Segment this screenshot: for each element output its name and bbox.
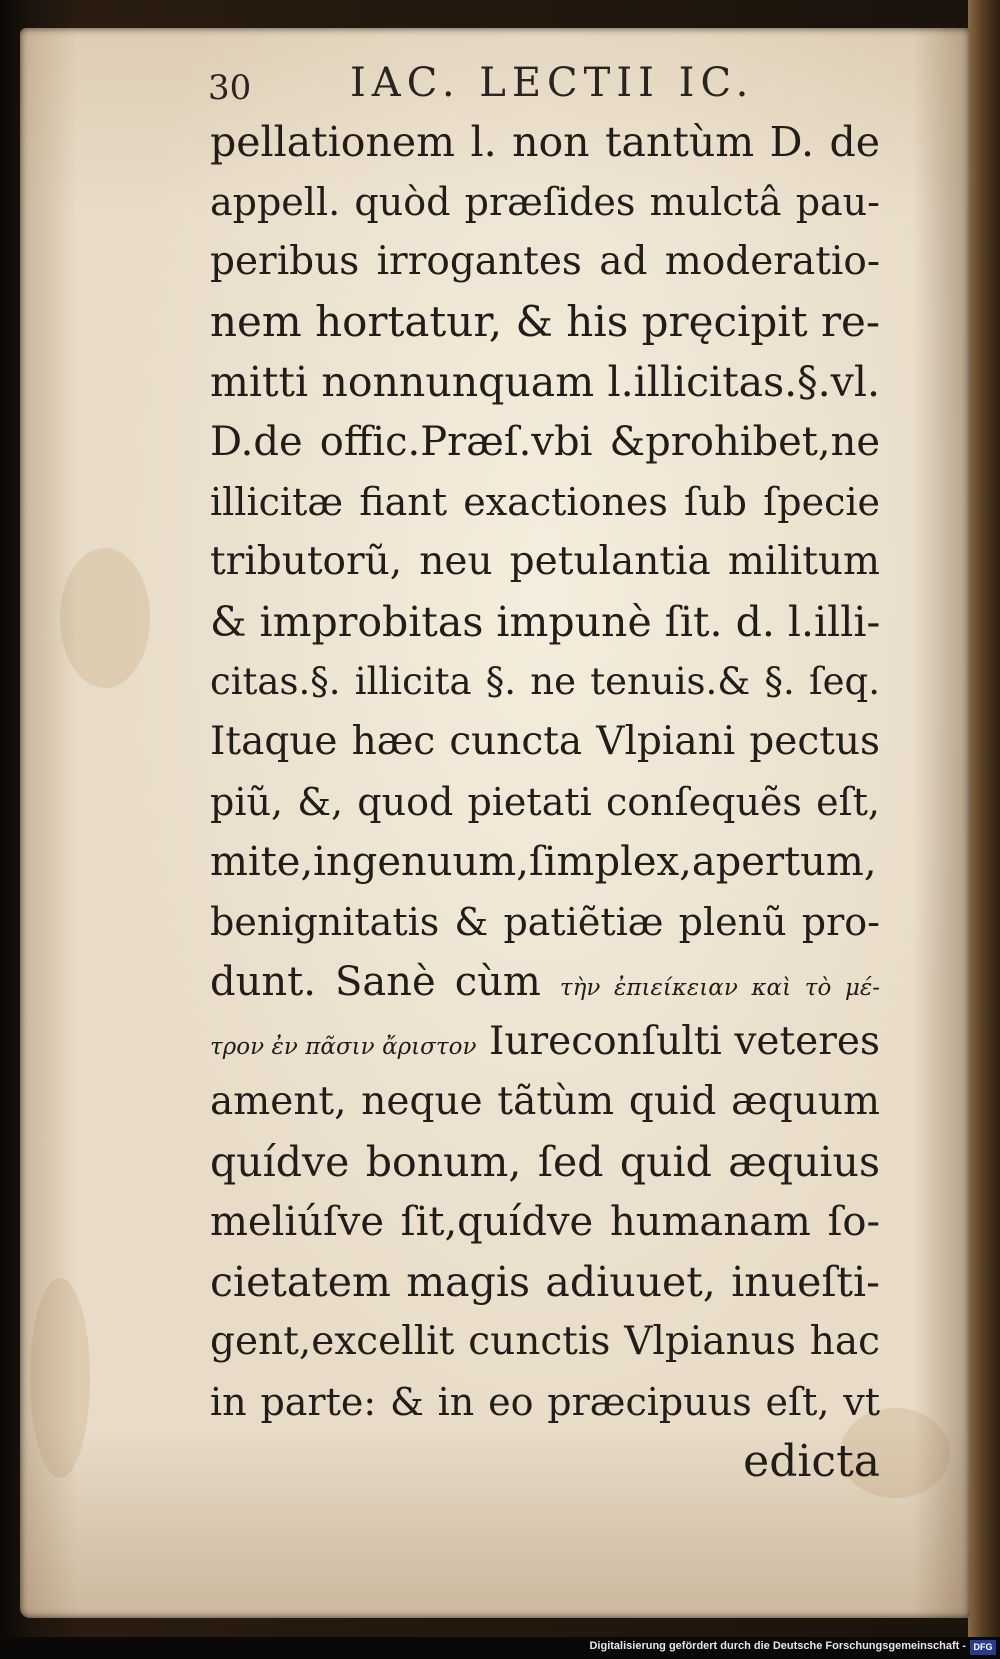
text-line: pellationem l. non tantùm D. de	[210, 118, 880, 166]
running-title: IAC. LECTII IC.	[350, 60, 755, 106]
text-line: ament, neque tãtùm quid æquum	[210, 1079, 880, 1124]
text-line: mitti nonnunquam l.illicitas.§.vl.	[210, 358, 880, 406]
text-line: meliúſve ſit,quídve humanam ſo-	[210, 1199, 880, 1245]
catchword: edicta	[743, 1436, 880, 1487]
text-line: quídve bonum, ſed quid æquius	[210, 1138, 880, 1186]
text-line: mite,ingenuum,ſimplex,apertum,	[210, 839, 877, 885]
page-header	[208, 56, 908, 116]
paper-stain	[60, 548, 150, 688]
latin-text: Iureconſulti veteres	[488, 1019, 880, 1064]
text-line-with-greek	[210, 1012, 880, 1072]
paper-stain	[30, 1278, 90, 1478]
text-line: D.de offic.Præſ.vbi &prohibet,ne	[210, 419, 880, 465]
body-text	[210, 112, 880, 1492]
text-line: appell. quòd præſides mulctâ pau-	[210, 180, 880, 224]
text-line: citas.§. illicita §. ne tenuis.& §. ſeq.	[210, 660, 880, 703]
text-line: Itaque hæc cuncta Vlpiani pectus	[210, 719, 880, 764]
text-line: illicitæ fiant exactiones ſub ſpecie	[210, 480, 880, 524]
digitization-footer	[0, 1637, 1000, 1659]
text-line: nem hortatur, & his pręcipit re-	[210, 297, 881, 346]
footer-credit: Digitalisierung gefördert durch die Deutsche Forschungsgemeinschaft -	[589, 1640, 966, 1652]
text-line: gent,excellit cunctis Vlpianus hac	[210, 1319, 880, 1364]
text-line: peribus irrogantes ad moderatio-	[210, 239, 880, 284]
book-edge	[968, 0, 1000, 1659]
text-line-with-greek	[210, 952, 880, 1012]
text-line: cietatem magis adiuuet, inueſti-	[210, 1258, 880, 1306]
text-line: tributorũ, neu petulantia militum	[210, 539, 880, 584]
text-line: piũ, &, quod pietati conſequẽs eſt,	[210, 780, 880, 824]
dfg-logo: DFG	[970, 1640, 996, 1655]
greek-quotation: τρον ἐν πᾶσιν ἄριστον	[210, 1034, 477, 1060]
greek-quotation: τὴν ἐπιείκειαν καὶ τὸ μέ-	[559, 975, 881, 1001]
text-line: in parte: & in eo præcipuus eſt, vt	[210, 1380, 880, 1424]
text-line: & improbitas impunè ſit. d. l.illi-	[210, 598, 881, 646]
page-number: 30	[208, 68, 252, 108]
latin-text: dunt. Sanè cùm	[210, 959, 541, 1005]
text-line: benignitatis & patiẽtiæ plenũ pro-	[210, 900, 880, 944]
